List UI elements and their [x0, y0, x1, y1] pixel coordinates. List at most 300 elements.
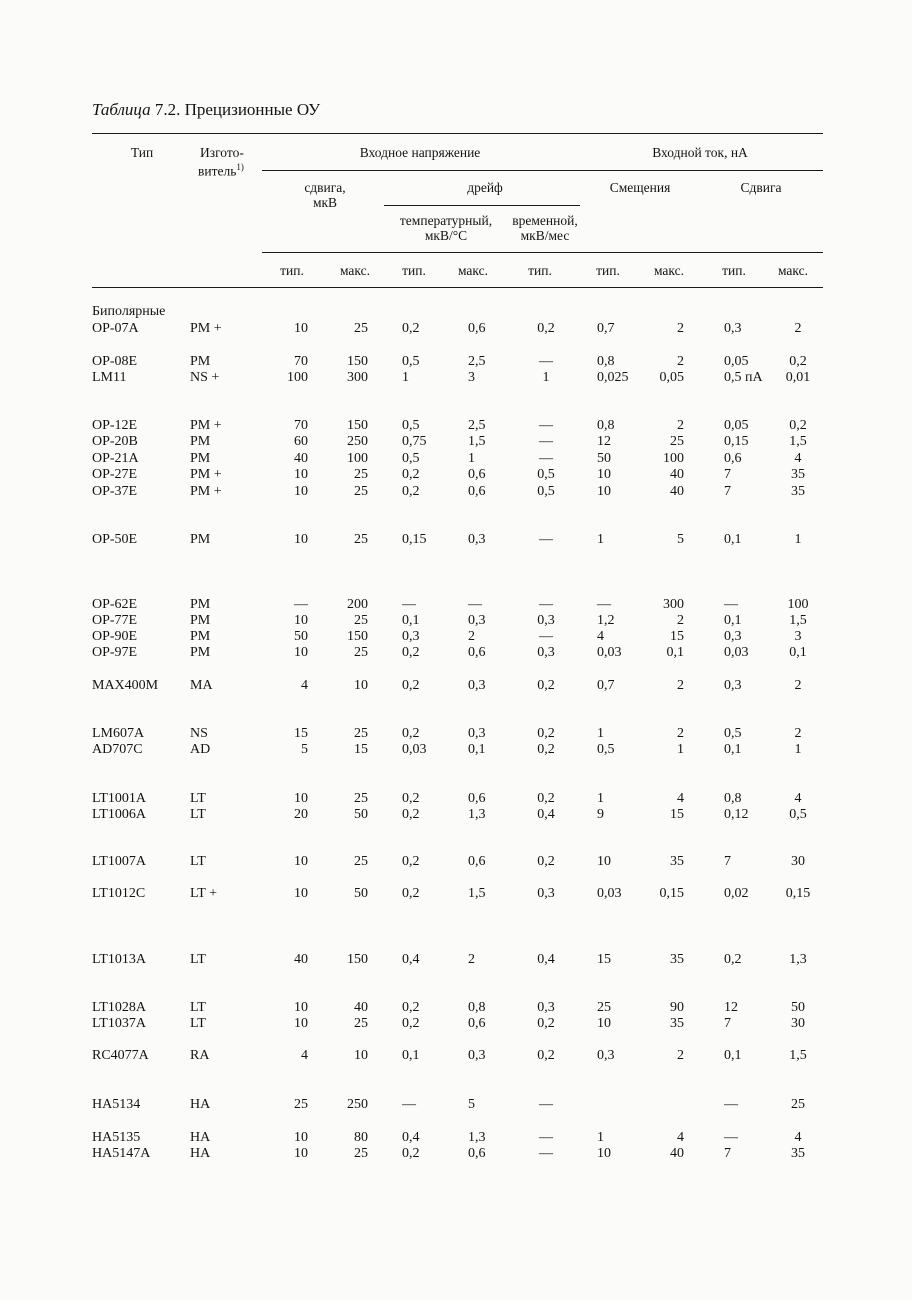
row-value-col-8: 0,5 пА — [724, 370, 763, 385]
row-value-col-1: 10 — [294, 467, 308, 482]
row-value-col-7: 300 — [663, 597, 684, 612]
row-value-col-2: 25 — [354, 1016, 368, 1031]
row-value-col-8: 0,05 — [724, 418, 749, 433]
row-maker: PM — [190, 645, 211, 660]
row-value-col-1: 10 — [294, 532, 308, 547]
row-value-col-2: 250 — [347, 434, 368, 449]
row-value-col-5: 0,2 — [537, 742, 555, 757]
row-value-col-4: 0,6 — [468, 467, 486, 482]
row-value-col-9: 0,15 — [785, 886, 811, 901]
row-maker: PM — [190, 532, 211, 547]
row-type-name: HA5147A — [92, 1146, 151, 1161]
row-maker: LT — [190, 791, 206, 806]
row-value-col-9: 2 — [794, 726, 802, 741]
row-value-col-8: 0,12 — [724, 807, 749, 822]
caption-number: 7.2. — [154, 100, 181, 119]
row-type-name: LT1012C — [92, 886, 146, 901]
row-value-col-9: 35 — [791, 1146, 805, 1161]
row-value-col-3: 0,15 — [402, 532, 427, 547]
row-value-col-6: 0,03 — [597, 886, 622, 901]
row-value-col-5: 0,2 — [537, 854, 555, 869]
typ-header-5: тип. — [722, 263, 746, 278]
row-value-col-3: 0,2 — [402, 1000, 420, 1015]
row-maker: HA — [190, 1146, 211, 1161]
row-value-col-9: 1 — [794, 742, 802, 757]
row-value-col-4: — — [468, 597, 482, 612]
row-value-col-9: 1,5 — [789, 613, 807, 628]
row-value-col-9: 0,01 — [785, 370, 811, 385]
row-value-col-9: 0,2 — [789, 418, 807, 433]
row-value-col-2: 300 — [347, 370, 368, 385]
row-value-col-7: 0,05 — [659, 370, 684, 385]
row-value-col-7: 35 — [670, 952, 684, 967]
row-value-col-9: 35 — [791, 484, 805, 499]
row-value-col-6: 1 — [597, 1130, 604, 1145]
row-value-col-3: 0,2 — [402, 886, 420, 901]
row-value-col-6: 25 — [597, 1000, 611, 1015]
row-value-col-9: 1 — [794, 532, 802, 547]
temp-drift-line2: мкВ/°С — [424, 228, 468, 243]
row-value-col-3: 0,2 — [402, 726, 420, 741]
row-value-col-7: 90 — [670, 1000, 684, 1015]
row-value-col-9: 4 — [794, 451, 802, 466]
row-value-col-3: 0,3 — [402, 629, 420, 644]
row-value-col-1: 40 — [294, 451, 308, 466]
row-value-col-8: 12 — [724, 1000, 738, 1015]
row-value-col-2: 25 — [354, 321, 368, 336]
row-maker: PM + — [190, 418, 222, 433]
row-value-col-9: 100 — [787, 597, 809, 612]
table-caption — [92, 100, 320, 120]
row-value-col-7: 4 — [677, 1130, 684, 1145]
row-value-col-6: 0,3 — [597, 1048, 615, 1063]
row-value-col-2: 25 — [354, 791, 368, 806]
row-value-col-2: 25 — [354, 467, 368, 482]
row-maker: LT — [190, 1016, 206, 1031]
row-value-col-2: 10 — [354, 678, 368, 693]
row-value-col-1: 70 — [294, 354, 308, 369]
row-value-col-3: 0,2 — [402, 791, 420, 806]
row-value-col-3: 0,2 — [402, 484, 420, 499]
row-value-col-6: 12 — [597, 434, 611, 449]
row-value-col-7: 40 — [670, 467, 684, 482]
row-value-col-9: 25 — [791, 1097, 805, 1112]
row-value-col-5: — — [539, 434, 553, 449]
row-value-col-9: 0,5 — [789, 807, 807, 822]
typ-header-1: тип. — [280, 263, 304, 278]
row-value-col-5: — — [539, 1097, 553, 1112]
row-value-col-1: 10 — [294, 613, 308, 628]
row-value-col-5: 0,2 — [537, 1016, 555, 1031]
row-value-col-6: 10 — [597, 484, 611, 499]
row-value-col-5: — — [539, 532, 553, 547]
row-value-col-1: 10 — [294, 1130, 308, 1145]
group-rule — [262, 170, 823, 171]
row-value-col-1: 10 — [294, 854, 308, 869]
input-current-header: Входной ток, нА — [652, 145, 748, 160]
row-value-col-6: 0,03 — [597, 645, 622, 660]
row-type-name: LT1007A — [92, 854, 146, 869]
row-value-col-2: 50 — [354, 886, 368, 901]
row-value-col-1: 10 — [294, 1016, 308, 1031]
row-type-name: OP-20B — [92, 434, 138, 449]
typ-header-2: тип. — [402, 263, 426, 278]
row-value-col-4: 3 — [468, 370, 475, 385]
row-value-col-6: 0,7 — [597, 321, 615, 336]
row-type-name: OP-62E — [92, 597, 138, 612]
maker-footnote-mark: 1) — [236, 162, 244, 172]
row-value-col-7: 2 — [677, 321, 684, 336]
row-value-col-3: 0,4 — [402, 952, 420, 967]
row-value-col-4: 1,5 — [468, 886, 486, 901]
row-value-col-5: 0,3 — [537, 886, 555, 901]
caption-label: Таблица — [92, 100, 151, 119]
row-value-col-6: — — [597, 597, 611, 612]
row-value-col-4: 0,1 — [468, 742, 486, 757]
row-value-col-5: 1 — [542, 370, 550, 385]
row-value-col-4: 0,3 — [468, 613, 486, 628]
row-type-name: LT1001A — [92, 791, 146, 806]
row-value-col-1: 10 — [294, 791, 308, 806]
offset-voltage-header — [280, 180, 370, 210]
row-value-col-8: — — [724, 597, 738, 612]
row-value-col-1: 60 — [294, 434, 308, 449]
row-value-col-3: 0,1 — [402, 1048, 420, 1063]
row-maker: MA — [190, 678, 213, 693]
row-type-name: LT1037A — [92, 1016, 146, 1031]
row-value-col-7: 0,1 — [666, 645, 684, 660]
row-value-col-5: 0,4 — [537, 952, 555, 967]
row-type-name: OP-97E — [92, 645, 138, 660]
row-value-col-3: 0,2 — [402, 645, 420, 660]
row-value-col-6: 1,2 — [597, 613, 615, 628]
row-value-col-4: 0,6 — [468, 321, 486, 336]
row-value-col-1: — — [294, 597, 308, 612]
row-value-col-2: 40 — [354, 1000, 368, 1015]
row-type-name: LT1013A — [92, 952, 146, 967]
row-value-col-6: 4 — [597, 629, 604, 644]
row-value-col-4: 0,3 — [468, 726, 486, 741]
row-value-col-1: 20 — [294, 807, 308, 822]
row-value-col-8: 0,2 — [724, 952, 742, 967]
row-value-col-4: 5 — [468, 1097, 475, 1112]
row-value-col-5: 0,3 — [537, 613, 555, 628]
row-value-col-8: — — [724, 1097, 738, 1112]
row-value-col-2: 250 — [347, 1097, 368, 1112]
row-value-col-6: 50 — [597, 451, 611, 466]
row-value-col-2: 25 — [354, 484, 368, 499]
row-type-name: OP-21A — [92, 451, 139, 466]
row-value-col-6: 10 — [597, 1146, 611, 1161]
row-value-col-2: 150 — [347, 354, 368, 369]
row-value-col-8: 7 — [724, 484, 731, 499]
row-value-col-9: 4 — [794, 1130, 802, 1145]
row-value-col-7: 25 — [670, 434, 684, 449]
row-value-col-2: 25 — [354, 854, 368, 869]
row-value-col-2: 25 — [354, 613, 368, 628]
drift-rule — [384, 205, 580, 206]
max-header-3: макс. — [653, 263, 685, 278]
row-value-col-9: 1,5 — [789, 434, 807, 449]
row-value-col-4: 0,6 — [468, 645, 486, 660]
row-value-col-7: 4 — [677, 791, 684, 806]
row-value-col-9: 35 — [791, 467, 805, 482]
row-value-col-9: 30 — [791, 1016, 805, 1031]
row-value-col-5: — — [539, 1146, 553, 1161]
row-value-col-4: 0,6 — [468, 1016, 486, 1031]
row-value-col-1: 70 — [294, 418, 308, 433]
row-type-name: HA5134 — [92, 1097, 141, 1112]
row-value-col-8: 7 — [724, 854, 731, 869]
row-maker: PM — [190, 613, 211, 628]
row-value-col-6: 9 — [597, 807, 604, 822]
max-header-2: макс. — [457, 263, 489, 278]
row-value-col-8: 7 — [724, 1146, 731, 1161]
maker-header-line2 — [186, 160, 266, 179]
row-value-col-8: — — [724, 1130, 738, 1145]
row-value-col-3: 0,2 — [402, 807, 420, 822]
row-value-col-4: 0,3 — [468, 532, 486, 547]
row-value-col-3: 0,5 — [402, 354, 420, 369]
row-value-col-9: 4 — [794, 791, 802, 806]
row-maker: PM + — [190, 467, 222, 482]
row-value-col-5: 0,4 — [537, 807, 555, 822]
row-value-col-1: 100 — [287, 370, 308, 385]
time-drift-header — [502, 213, 588, 243]
row-value-col-9: 50 — [791, 1000, 805, 1015]
section-bipolar: Биполярные — [92, 304, 166, 319]
row-value-col-5: 0,2 — [537, 791, 555, 806]
row-value-col-9: 30 — [791, 854, 805, 869]
row-value-col-3: — — [402, 597, 416, 612]
row-maker: PM — [190, 451, 211, 466]
row-value-col-4: 1 — [468, 451, 475, 466]
row-value-col-6: 10 — [597, 467, 611, 482]
time-drift-line1: временной, — [512, 213, 578, 228]
row-value-col-8: 0,03 — [724, 645, 749, 660]
col-maker-header — [186, 145, 266, 179]
row-value-col-9: 0,2 — [789, 354, 807, 369]
row-value-col-6: 0,7 — [597, 678, 615, 693]
caption-title: Прецизионные ОУ — [184, 100, 321, 119]
row-value-col-7: 0,15 — [659, 886, 684, 901]
row-value-col-8: 0,3 — [724, 678, 742, 693]
row-value-col-7: 40 — [670, 484, 684, 499]
row-value-col-4: 2,5 — [468, 418, 486, 433]
temp-drift-header — [388, 213, 504, 243]
row-value-col-4: 2 — [468, 629, 475, 644]
row-value-col-2: 15 — [354, 742, 368, 757]
row-value-col-6: 15 — [597, 952, 611, 967]
row-value-col-9: 2 — [794, 321, 802, 336]
top-rule — [92, 133, 823, 134]
row-value-col-7: 2 — [677, 726, 684, 741]
row-value-col-8: 0,8 — [724, 791, 742, 806]
row-maker: LT — [190, 1000, 206, 1015]
row-value-col-3: 0,75 — [402, 434, 427, 449]
row-value-col-4: 2,5 — [468, 354, 486, 369]
row-value-col-6: 1 — [597, 791, 604, 806]
row-value-col-2: 200 — [347, 597, 368, 612]
row-value-col-2: 10 — [354, 1048, 368, 1063]
row-value-col-2: 100 — [347, 451, 368, 466]
row-value-col-5: 0,2 — [537, 678, 555, 693]
row-maker: PM — [190, 354, 211, 369]
row-value-col-5: 0,3 — [537, 1000, 555, 1015]
row-type-name: OP-27E — [92, 467, 138, 482]
row-value-col-6: 0,025 — [597, 370, 629, 385]
row-value-col-1: 5 — [301, 742, 308, 757]
row-value-col-6: 0,8 — [597, 354, 615, 369]
max-header-4: макс. — [777, 263, 809, 278]
row-value-col-8: 0,3 — [724, 629, 742, 644]
row-value-col-1: 25 — [294, 1097, 308, 1112]
row-maker: HA — [190, 1097, 211, 1112]
row-value-col-7: 2 — [677, 354, 684, 369]
row-value-col-4: 0,6 — [468, 1146, 486, 1161]
row-value-col-8: 0,6 — [724, 451, 742, 466]
row-value-col-2: 150 — [347, 952, 368, 967]
row-type-name: OP-07A — [92, 321, 139, 336]
row-value-col-9: 2 — [794, 678, 802, 693]
offset-current-header: Сдвига — [740, 180, 782, 195]
typ-header-4: тип. — [596, 263, 620, 278]
row-value-col-8: 0,3 — [724, 321, 742, 336]
row-maker: LT — [190, 952, 206, 967]
row-value-col-3: 0,1 — [402, 613, 420, 628]
row-maker: PM + — [190, 484, 222, 499]
row-value-col-7: 5 — [677, 532, 684, 547]
row-value-col-8: 7 — [724, 1016, 731, 1031]
row-value-col-1: 10 — [294, 1146, 308, 1161]
row-maker: LT — [190, 807, 206, 822]
row-value-col-1: 50 — [294, 629, 308, 644]
row-value-col-7: 2 — [677, 418, 684, 433]
row-maker: NS + — [190, 370, 220, 385]
offset-header-line2: мкВ — [312, 195, 338, 210]
row-type-name: OP-50E — [92, 532, 138, 547]
row-value-col-6: 1 — [597, 532, 604, 547]
temp-drift-line1: температурный, — [399, 213, 493, 228]
row-value-col-2: 25 — [354, 1146, 368, 1161]
row-value-col-5: 0,2 — [537, 726, 555, 741]
row-value-col-5: — — [539, 451, 553, 466]
maker-header-text: витель — [198, 163, 237, 179]
row-maker: LT — [190, 854, 206, 869]
row-value-col-1: 4 — [301, 1048, 308, 1063]
row-value-col-6: 0,5 — [597, 742, 615, 757]
row-value-col-2: 50 — [354, 807, 368, 822]
typ-header-3: тип. — [528, 263, 552, 278]
row-value-col-3: — — [402, 1097, 416, 1112]
row-value-col-3: 0,5 — [402, 451, 420, 466]
row-type-name: HA5135 — [92, 1130, 141, 1145]
row-value-col-2: 150 — [347, 418, 368, 433]
row-value-col-3: 0,2 — [402, 1016, 420, 1031]
time-drift-line2: мкВ/мес — [520, 228, 570, 243]
row-value-col-1: 10 — [294, 484, 308, 499]
row-value-col-5: — — [539, 629, 553, 644]
row-type-name: AD707C — [92, 742, 143, 757]
row-value-col-4: 2 — [468, 952, 475, 967]
row-value-col-1: 10 — [294, 886, 308, 901]
row-value-col-3: 1 — [402, 370, 409, 385]
row-value-col-5: — — [539, 418, 553, 433]
row-type-name: RC4077A — [92, 1048, 149, 1063]
row-value-col-8: 7 — [724, 467, 731, 482]
row-value-col-3: 0,2 — [402, 854, 420, 869]
row-type-name: OP-77E — [92, 613, 138, 628]
row-value-col-1: 10 — [294, 1000, 308, 1015]
row-value-col-3: 0,2 — [402, 467, 420, 482]
row-value-col-5: 0,2 — [537, 1048, 555, 1063]
col-type-header: Тип — [130, 145, 154, 160]
row-maker: AD — [190, 742, 211, 757]
row-value-col-4: 1,3 — [468, 1130, 486, 1145]
input-voltage-header: Входное напряжение — [359, 145, 481, 160]
row-value-col-8: 0,5 — [724, 726, 742, 741]
row-value-col-5: — — [539, 1130, 553, 1145]
row-maker: PM — [190, 597, 211, 612]
row-value-col-2: 80 — [354, 1130, 368, 1145]
row-value-col-9: 0,1 — [789, 645, 807, 660]
row-value-col-7: 15 — [670, 629, 684, 644]
row-type-name: LM607A — [92, 726, 145, 741]
row-value-col-6: 10 — [597, 1016, 611, 1031]
row-value-col-4: 0,3 — [468, 1048, 486, 1063]
row-value-col-8: 0,02 — [724, 886, 749, 901]
row-value-col-4: 1,5 — [468, 434, 486, 449]
row-value-col-3: 0,2 — [402, 678, 420, 693]
row-value-col-9: 1,5 — [789, 1048, 807, 1063]
row-value-col-4: 0,6 — [468, 484, 486, 499]
row-value-col-7: 100 — [663, 451, 684, 466]
row-value-col-9: 1,3 — [789, 952, 807, 967]
row-value-col-3: 0,2 — [402, 1146, 420, 1161]
row-value-col-8: 0,15 — [724, 434, 749, 449]
row-value-col-8: 0,1 — [724, 1048, 742, 1063]
subheader-rule — [262, 252, 823, 253]
row-value-col-4: 1,3 — [468, 807, 486, 822]
row-maker: RA — [190, 1048, 210, 1063]
row-value-col-2: 150 — [347, 629, 368, 644]
row-value-col-9: 3 — [794, 629, 802, 644]
row-type-name: OP-12E — [92, 418, 138, 433]
row-maker: PM — [190, 434, 211, 449]
offset-header-line1: сдвига, — [304, 180, 346, 195]
row-value-col-7: 1 — [677, 742, 684, 757]
row-value-col-4: 0,6 — [468, 791, 486, 806]
row-value-col-5: — — [539, 597, 553, 612]
row-value-col-7: 35 — [670, 854, 684, 869]
row-value-col-4: 0,6 — [468, 854, 486, 869]
row-type-name: LM11 — [92, 370, 127, 385]
row-value-col-7: 2 — [677, 678, 684, 693]
row-value-col-7: 40 — [670, 1146, 684, 1161]
row-value-col-3: 0,5 — [402, 418, 420, 433]
row-value-col-5: 0,5 — [537, 467, 555, 482]
bias-current-header: Смещения — [609, 180, 671, 195]
row-value-col-6: 1 — [597, 726, 604, 741]
row-maker: PM + — [190, 321, 222, 336]
row-type-name: OP-08E — [92, 354, 138, 369]
row-value-col-6: 10 — [597, 854, 611, 869]
row-value-col-2: 25 — [354, 532, 368, 547]
row-value-col-5: — — [539, 354, 553, 369]
row-value-col-1: 10 — [294, 321, 308, 336]
row-value-col-7: 2 — [677, 1048, 684, 1063]
row-value-col-3: 0,2 — [402, 321, 420, 336]
